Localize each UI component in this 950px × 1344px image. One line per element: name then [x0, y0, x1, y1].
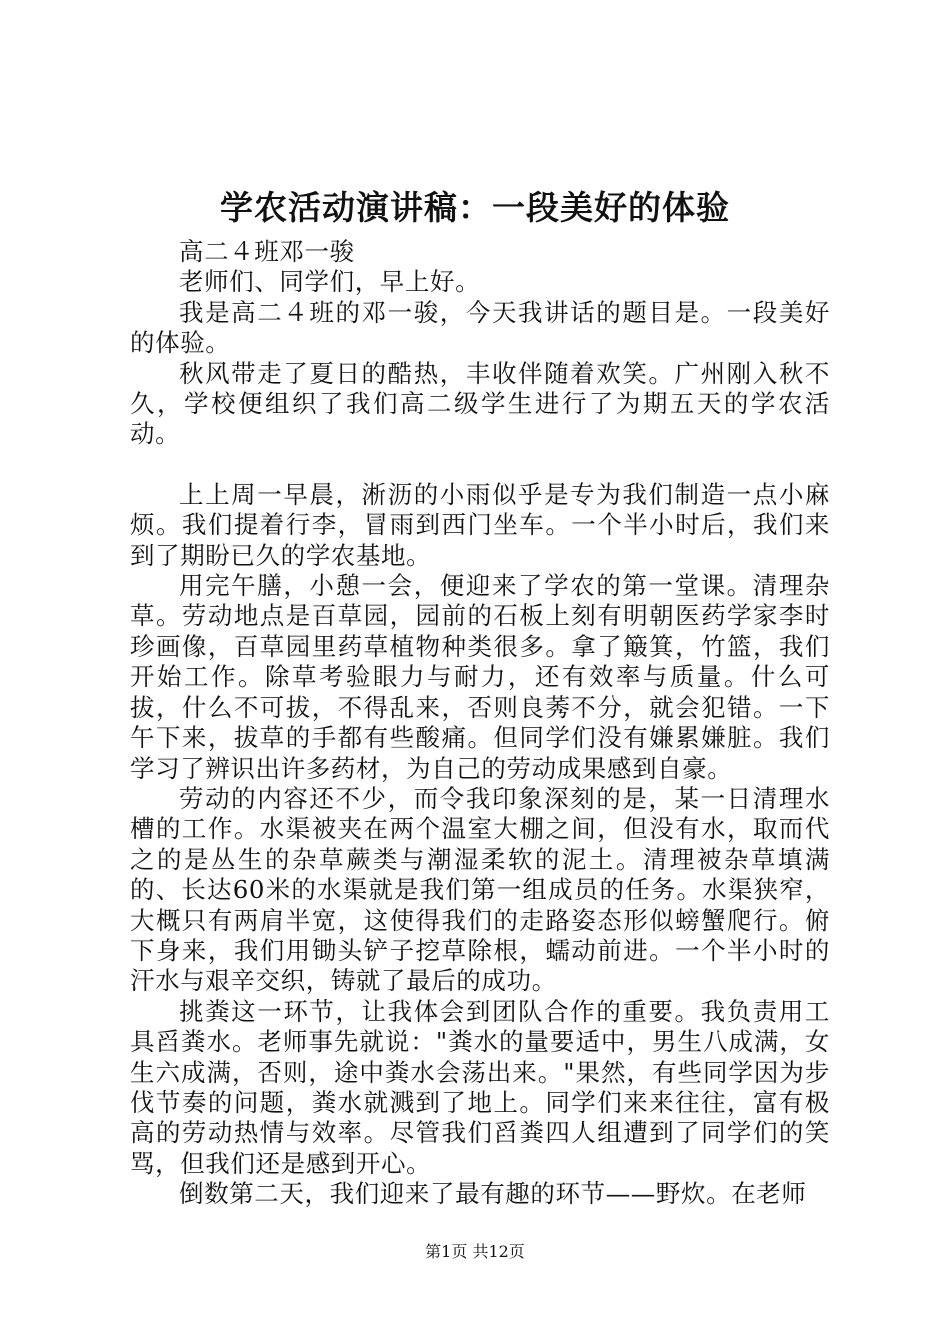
page-number: 第1页 共12页 [425, 1242, 525, 1261]
weeding-paragraph: 用完午膳，小憩一会，便迎来了学农的第一堂课。清理杂草。劳动地点是百草园，园前的石板上刻有明朝医药学家李时珍画像，百草园里药草植物种类很多。拿了簸箕，竹篮，我们开始工作。除草考验眼力与耐力，还有效率与质量。什么可拔，什么不可拔，不得乱来，否则良莠不分，就会犯错。一下午下来，拔草的手都有些酸痛。但同学们没有嫌累嫌脏。我们学习了辨识出许多药材，为自己的劳动成果感到自豪。 [130, 571, 830, 783]
document-title: 学农活动演讲稿：一段美好的体验 [220, 188, 730, 227]
document-body [130, 237, 830, 1210]
intro-paragraph: 我是高二４班的邓一骏，今天我讲话的题目是。一段美好的体验。 [130, 297, 830, 358]
autumn-paragraph: 秋风带走了夏日的酷热，丰收伴随着欢笑。广州刚入秋不久，学校便组织了我们高二级学生进行了为期五天的学农活动。 [130, 358, 830, 449]
author-line: 高二４班邓一骏 [179, 237, 355, 266]
picnic-paragraph: 倒数第二天，我们迎来了最有趣的环节——野炊。在老师 [179, 1179, 807, 1209]
manure-paragraph: 挑粪这一环节，让我体会到团队合作的重要。我负责用工具舀粪水。老师事先就说："粪水的量要适中，男生八成满，女生六成满，否则，途中粪水会荡出来。"果然，有些同学因为步伐节奏的问题，粪水就溅到了地上。同学们来来往往，富有极高的劳动热情与效率。尽管我们舀粪四人组遭到了同学们的笑骂，但我们还是感到开心。 [130, 996, 830, 1178]
ditch-paragraph: 劳动的内容还不少，而令我印象深刻的是，某一日清理水槽的工作。水渠被夹在两个温室大棚之间，但没有水，取而代之的是丛生的杂草蕨类与潮湿柔软的泥土。清理被杂草填满的、长达60米的水渠就是我们第一组成员的任务。水渠狭窄，大概只有两肩半宽，这使得我们的走路姿态形似螃蟹爬行。俯下身来，我们用锄头铲子挖草除根，蠕动前进。一个半小时的汗水与艰辛交织，铸就了最后的成功。 [130, 783, 830, 996]
arrival-paragraph: 上上周一早晨，淅沥的小雨似乎是专为我们制造一点小麻烦。我们提着行李，冒雨到西门坐车。一个半小时后，我们来到了期盼已久的学农基地。 [130, 479, 830, 570]
greeting-paragraph: 老师们、同学们，早上好。 [179, 267, 481, 297]
